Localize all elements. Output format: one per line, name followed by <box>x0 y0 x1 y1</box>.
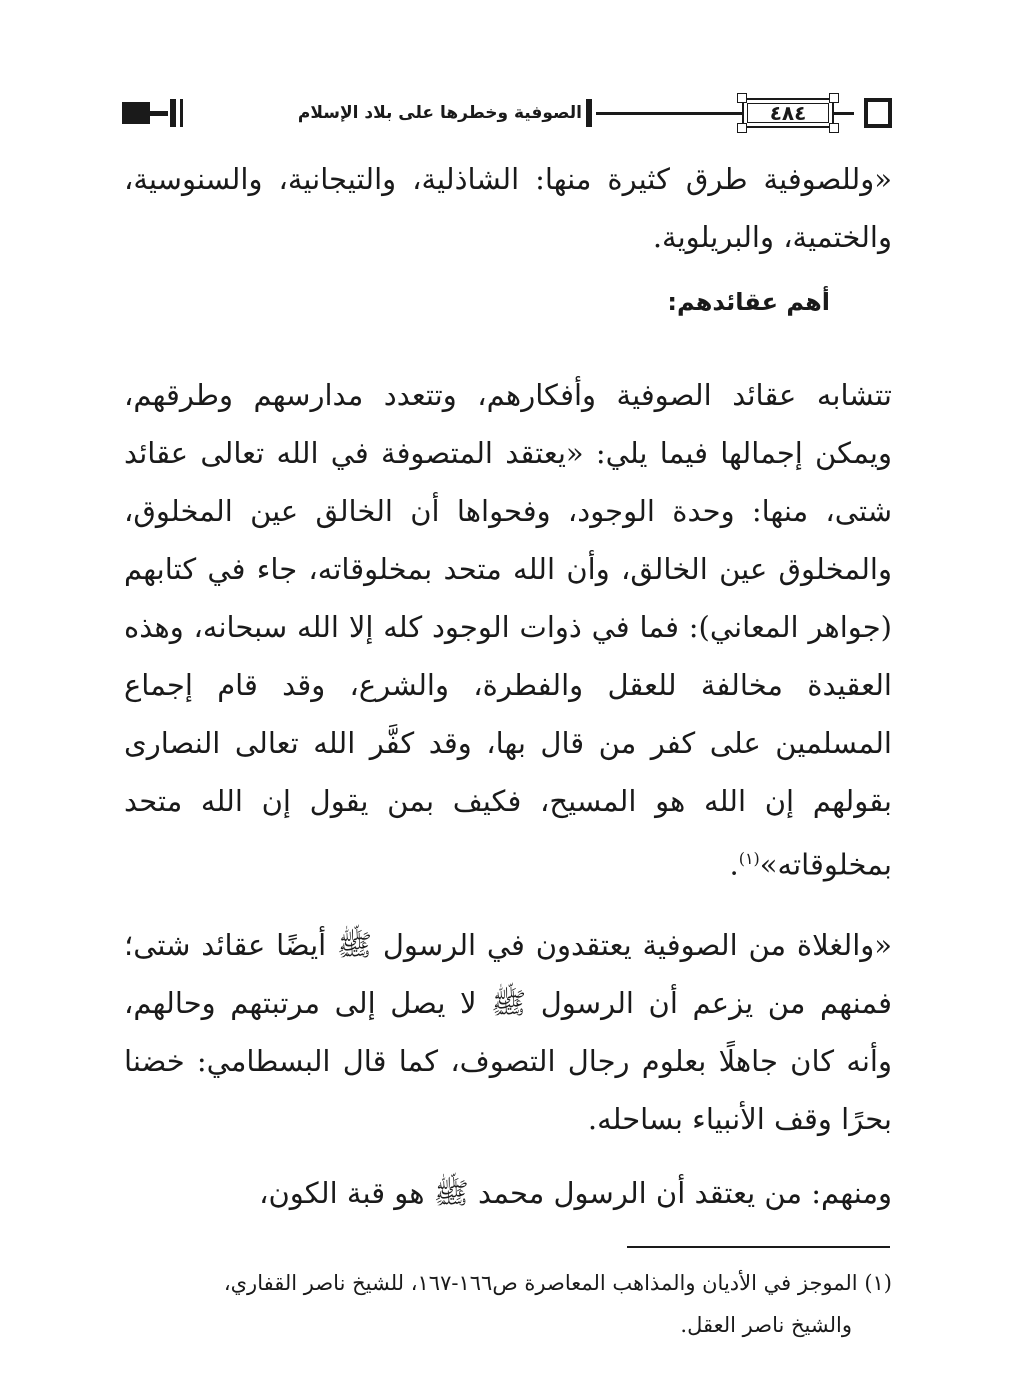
header-bar-ornament <box>180 99 183 127</box>
book-title: الصوفية وخطرها على بلاد الإسلام <box>297 103 582 123</box>
header-rule-left-stub <box>148 111 168 116</box>
paragraph-end-punct: . <box>729 847 739 882</box>
footnote-line: (١) الموجز في الأديان والمذاهب المعاصرة ص١٦٦-١٦٧، للشيخ ناصر القفاري، <box>223 1271 892 1295</box>
footnote-separator <box>627 1246 890 1248</box>
footnote-line: والشيخ ناصر العقل. <box>680 1313 852 1337</box>
page-number: ٤٨٤ <box>769 101 807 125</box>
paragraph-beliefs-god <box>124 366 892 894</box>
paragraph-text <box>124 366 892 894</box>
intro-paragraph-block <box>124 150 892 266</box>
section-heading: أهم عقائدهم: <box>667 288 830 316</box>
intro-paragraph: «وللصوفية طرق كثيرة منها: الشاذلية، والتيجانية، والسنوسية، والختمية، والبريلوية. <box>124 162 892 254</box>
paragraph-beliefs-prophet <box>124 916 892 1148</box>
running-header <box>122 95 892 131</box>
header-rule-middle <box>596 112 732 115</box>
header-left-block-ornament <box>122 102 150 124</box>
header-bar-ornament <box>170 99 176 127</box>
header-bar-ornament <box>586 99 592 127</box>
paragraph-body: تتشابه عقائد الصوفية وأفكارهم، وتتعدد مدارسهم وطرقهم، ويمكن إجمالها فيما يلي: «يعتقد المتصوفة في الله تعالى عقائد شتى، منها: وحدة الوجود، وفحواها أن الخالق عين المخلوق، والمخلوق عين الخالق، وأن الله متحد بمخلوقاته، جاء في كتابهم (جواهر المعاني): فما في ذوات الوجود كله إلا الله سبحانه، وهذه العقيدة مخالفة للعقل والفطرة، والشرع، وقد قام إجماع المسلمين على كفر من قال بها، وقد كفَّر الله تعالى النصارى بقولهم إن الله هو المسيح، فكيف بمن يقول إن الله متحد بمخلوقاته» <box>124 378 892 882</box>
paragraph-continuation <box>124 1164 892 1222</box>
page-number-box <box>728 95 852 131</box>
header-rule-connector <box>834 112 854 115</box>
paragraph-text: «والغلاة من الصوفية يعتقدون في الرسول ﷺ أيضًا عقائد شتى؛ فمنهم من يزعم أن الرسول ﷺ لا يصل إلى مرتبتهم وحالهم، وأنه كان جاهلًا بعلوم رجال التصوف، كما قال البسطامي: خضنا بحرًا وقف الأنبياء بساحله. <box>124 928 892 1136</box>
footnote-reference: (١) <box>738 849 760 868</box>
paragraph-text: ومنهم: من يعتقد أن الرسول محمد ﷺ هو قبة الكون، <box>259 1176 892 1210</box>
header-right-square-ornament <box>864 98 892 128</box>
footnote <box>124 1262 892 1346</box>
